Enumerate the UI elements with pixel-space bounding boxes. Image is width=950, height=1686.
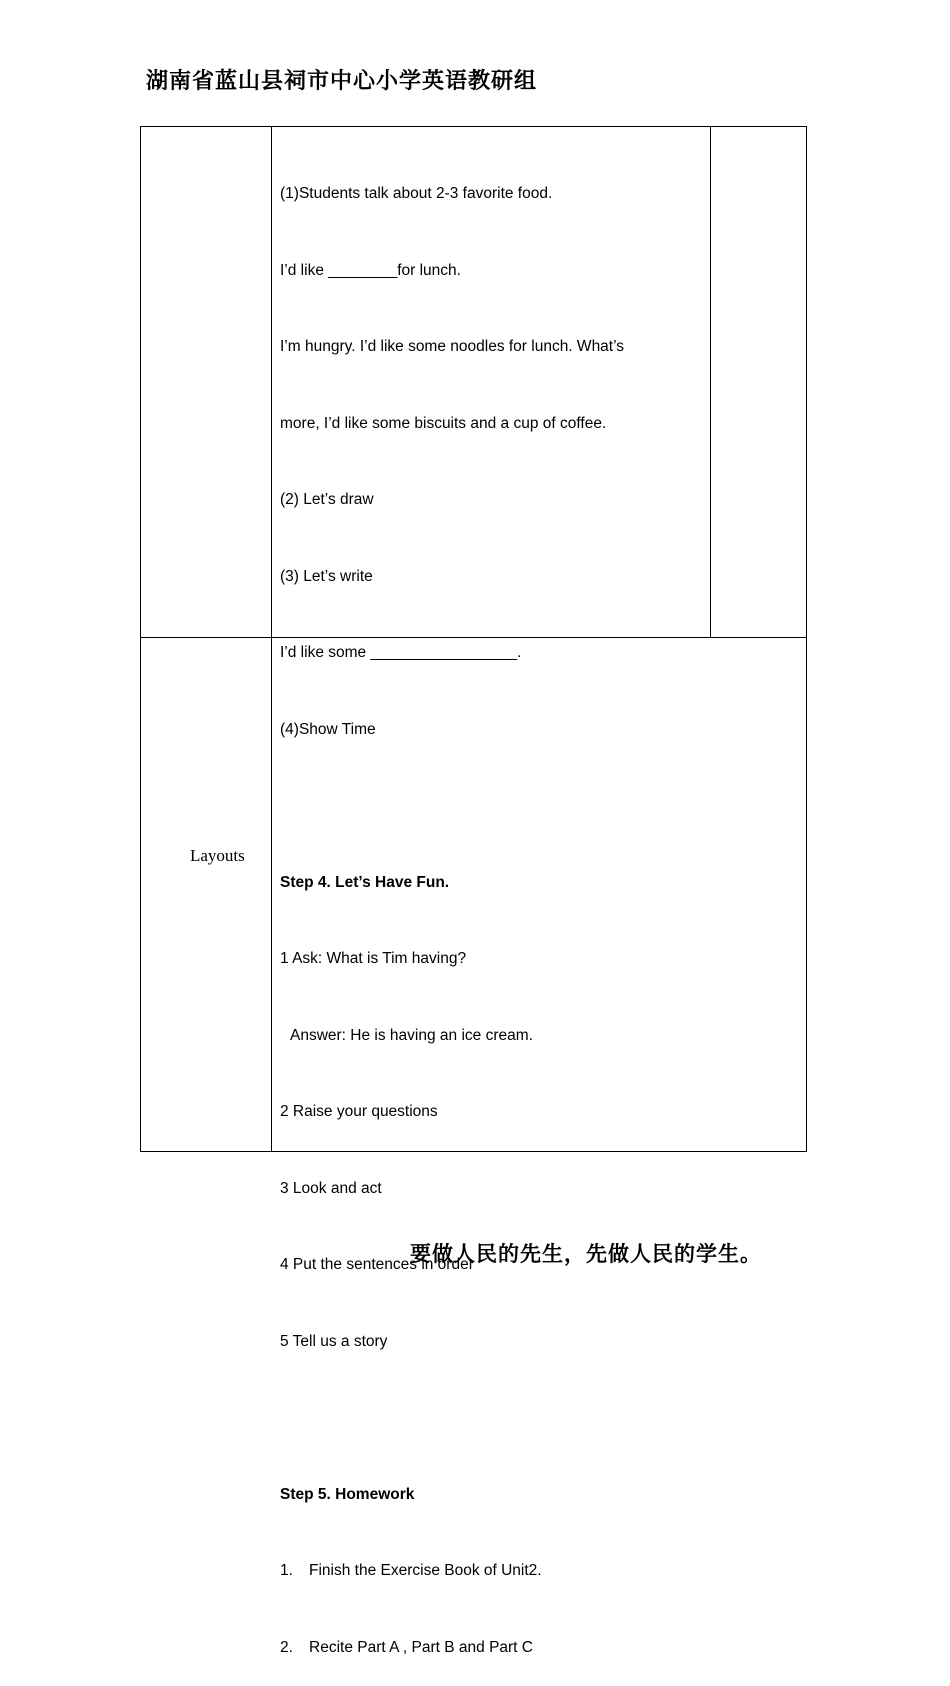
procedure-line: (2) Let’s draw xyxy=(280,491,374,508)
table-right-border xyxy=(806,126,807,1152)
step4-item: 4 Put the sentences in order xyxy=(280,1256,474,1273)
procedure-line: I’d like some _________________. xyxy=(280,644,522,661)
homework-item-text: Finish the Exercise Book of Unit2. xyxy=(309,1562,542,1579)
procedure-line: (3) Let’s write xyxy=(280,567,373,585)
layouts-row-label: Layouts xyxy=(190,846,245,865)
table-left-border xyxy=(140,126,141,1152)
procedure-line: more, I’d like some biscuits and a cup of coffee. xyxy=(280,414,607,432)
step4-answer: Answer: He is having an ice cream. xyxy=(290,1026,533,1044)
table-col-divider-1 xyxy=(271,126,272,1152)
table-col-divider-2 xyxy=(710,126,711,638)
procedure-line: (4)Show Time xyxy=(280,720,376,738)
step4-ask: 1 Ask: What is Tim having? xyxy=(280,950,467,967)
step4-heading: Step 4. Let’s Have Fun. xyxy=(280,873,450,891)
footer-motto: 要做人民的先生，先做人民的学生。 xyxy=(410,1241,762,1266)
page-header-title: 湖南省蓝山县祠市中心小学英语教研组 xyxy=(146,68,538,94)
procedure-line: (1)Students talk about 2-3 favorite food. xyxy=(280,185,553,202)
homework-item xyxy=(280,1635,708,1661)
blank-line xyxy=(280,1405,708,1431)
homework-item-number: 2. xyxy=(280,1638,293,1656)
step4-item: 3 Look and act xyxy=(280,1179,382,1197)
homework-item-text: Recite Part A , Part B and Part C xyxy=(309,1638,533,1656)
procedure-line: I’d like ________for lunch. xyxy=(280,261,461,279)
procedure-line: I’m hungry. I’d like some noodles for lunch. What’s xyxy=(280,338,625,355)
homework-item xyxy=(280,1558,708,1584)
table-top-border xyxy=(140,126,807,127)
step5-heading: Step 5. Homework xyxy=(280,1485,415,1503)
blank-line xyxy=(280,793,708,819)
step4-item: 2 Raise your questions xyxy=(280,1103,438,1120)
lesson-procedure-cell xyxy=(280,130,708,1686)
step4-item: 5 Tell us a story xyxy=(280,1332,388,1350)
homework-item-number: 1. xyxy=(280,1562,293,1579)
